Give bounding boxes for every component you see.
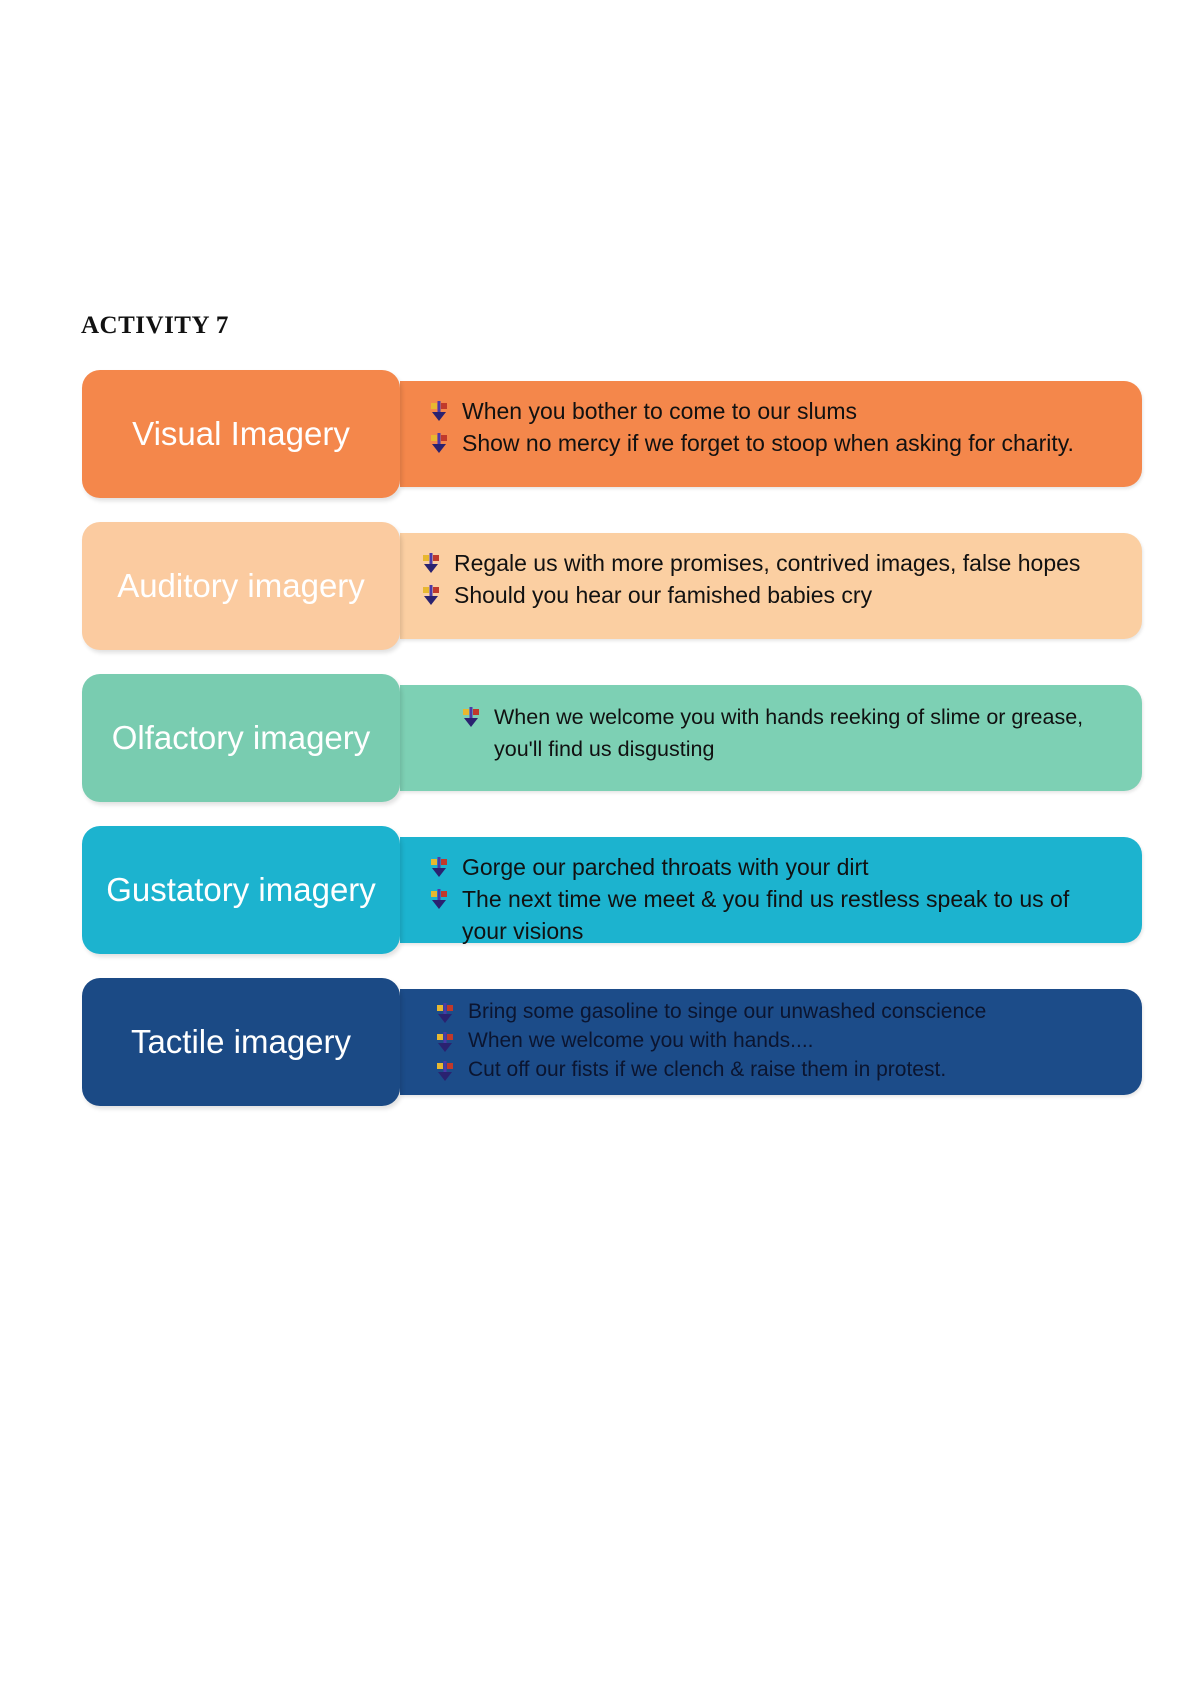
list-item-text: Show no mercy if we forget to stoop when asking for charity. xyxy=(462,430,1074,456)
list-item xyxy=(430,1026,1094,1055)
list-item xyxy=(416,579,1094,611)
row-visual xyxy=(82,370,1142,498)
list-item xyxy=(424,883,1094,947)
list-item-text: Should you hear our famished babies cry xyxy=(454,582,873,608)
bullet-list xyxy=(424,395,1094,459)
bullet-list xyxy=(430,997,1094,1084)
list-item xyxy=(416,547,1094,579)
row-auditory xyxy=(82,522,1142,650)
row-olfactory xyxy=(82,674,1142,802)
bullet-list xyxy=(456,701,1094,765)
list-item-text: When you bother to come to our slums xyxy=(462,398,858,424)
row-label-olfactory: Olfactory imagery xyxy=(82,674,400,802)
list-item-text: Bring some gasoline to singe our unwashed conscience xyxy=(468,1000,987,1023)
row-label-tactile: Tactile imagery xyxy=(82,978,400,1106)
list-item xyxy=(430,997,1094,1026)
list-item xyxy=(424,427,1094,459)
row-tactile xyxy=(82,978,1142,1106)
list-item-text: Gorge our parched throats with your dirt xyxy=(462,854,869,880)
row-label-auditory: Auditory imagery xyxy=(82,522,400,650)
bullet-list xyxy=(416,547,1094,611)
list-item-text: When we welcome you with hands reeking of slime or grease, you'll find us disgusting xyxy=(494,705,1084,761)
list-item-text: Cut off our fists if we clench & raise them in protest. xyxy=(468,1058,947,1081)
list-item xyxy=(424,851,1094,883)
row-content-tactile xyxy=(400,989,1142,1095)
list-item-text: The next time we meet & you find us restless speak to us of your visions xyxy=(462,886,1070,944)
bullet-list xyxy=(424,851,1094,947)
row-gustatory xyxy=(82,826,1142,954)
list-item xyxy=(424,395,1094,427)
list-item-text: Regale us with more promises, contrived images, false hopes xyxy=(454,550,1081,576)
row-label-gustatory: Gustatory imagery xyxy=(82,826,400,954)
row-content-gustatory xyxy=(400,837,1142,943)
row-label-visual: Visual Imagery xyxy=(82,370,400,498)
list-item-text: When we welcome you with hands.... xyxy=(468,1029,814,1052)
row-content-olfactory xyxy=(400,685,1142,791)
list-item xyxy=(430,1055,1094,1084)
page-title: ACTIVITY 7 xyxy=(81,312,229,339)
list-item xyxy=(456,701,1094,765)
row-content-auditory xyxy=(400,533,1142,639)
row-content-visual xyxy=(400,381,1142,487)
